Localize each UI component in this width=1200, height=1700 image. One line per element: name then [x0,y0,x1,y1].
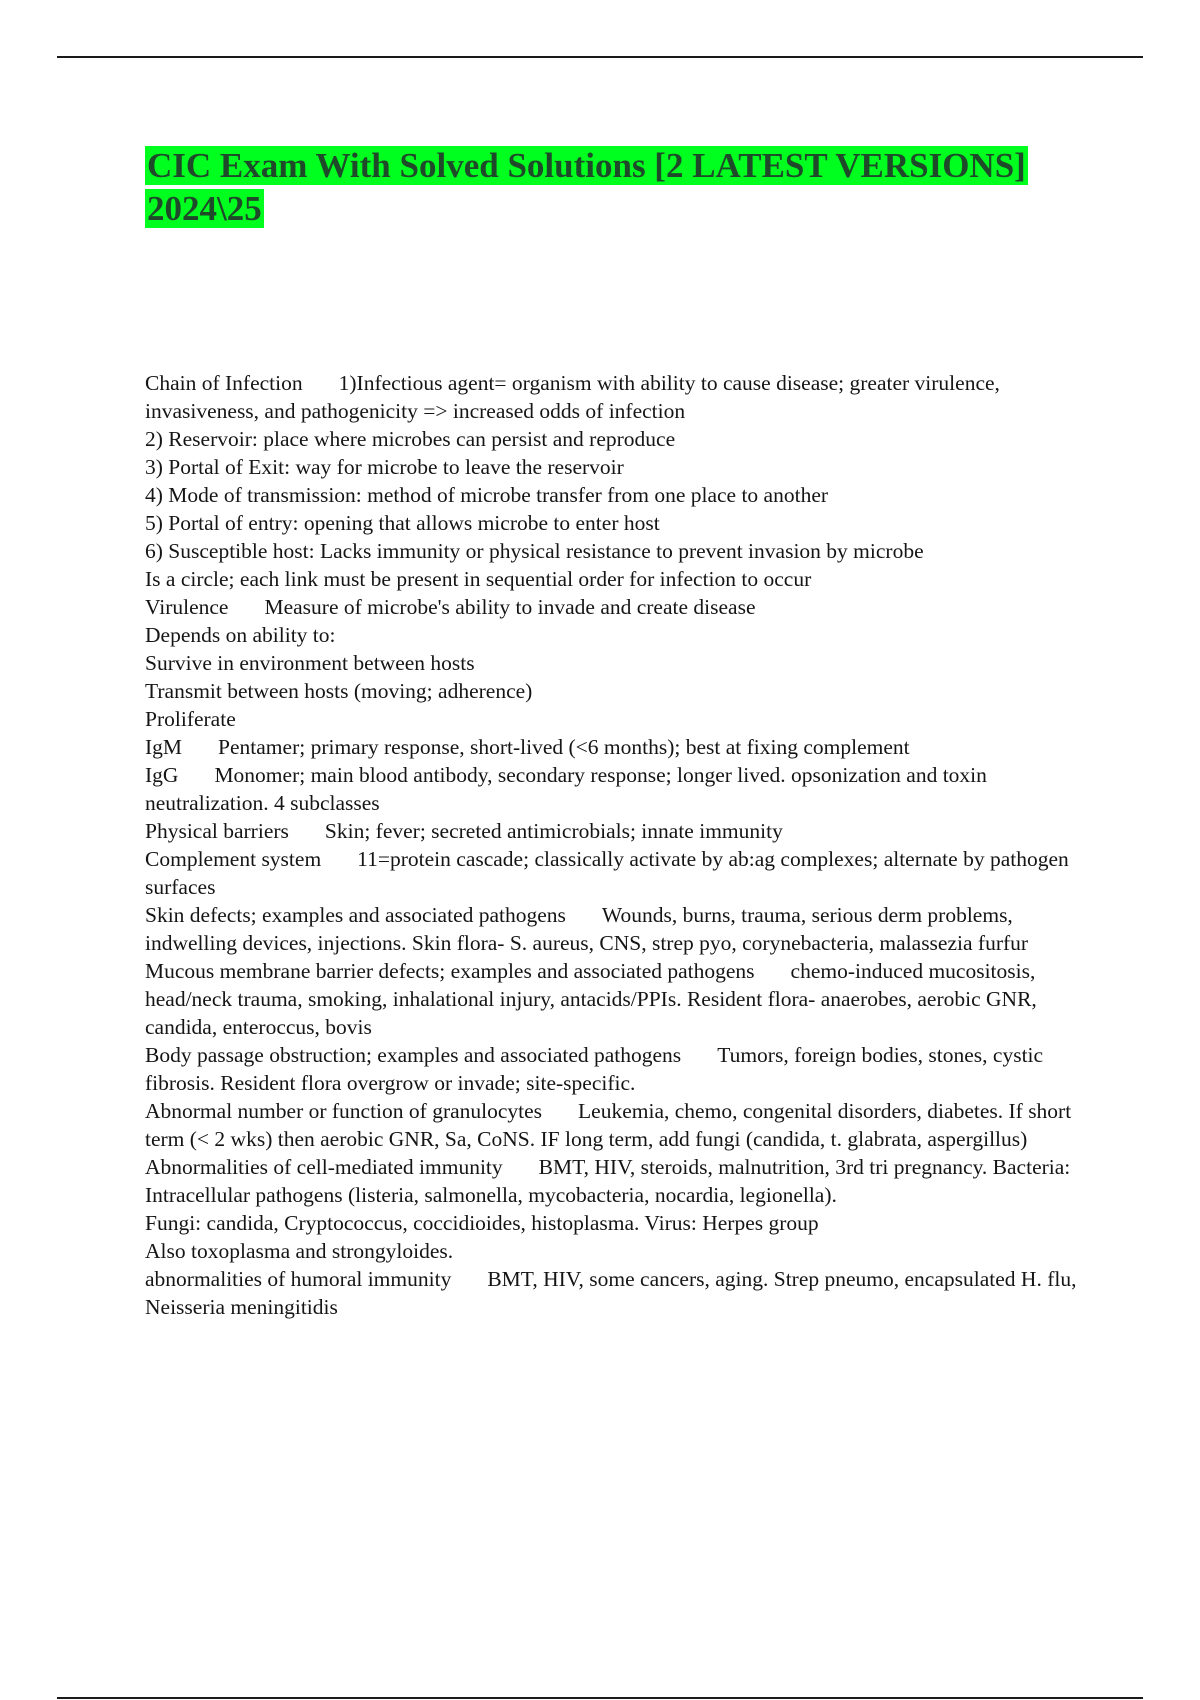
term: Mucous membrane barrier defects; examples and associated pathogens [145,959,755,983]
top-rule [57,56,1143,58]
flashcard-entry [145,901,1105,957]
definition-line [145,593,1105,621]
definition-line [145,817,1105,845]
definition-line [145,509,1105,537]
definition-text: Fungi: candida, Cryptococcus, coccidioides, histoplasma. Virus: Herpes group [145,1211,819,1235]
definition-text: Survive in environment between hosts [145,651,475,675]
flashcard-entry [145,845,1105,901]
definition-text: Transmit between hosts (moving; adherence) [145,679,533,703]
term: IgM [145,735,183,759]
definition-line [145,957,1105,1041]
definition-text: Wounds, burns, trauma, serious derm problems, indwelling devices, injections. Skin flora- S. aureus, CNS, strep pyo, corynebacteria, malassezia furfur [145,903,1029,955]
definition-line [145,369,1105,425]
flashcard-entry [145,1265,1105,1321]
flashcard-entry [145,1097,1105,1153]
definition-line [145,1041,1105,1097]
definition-line [145,621,1105,649]
definition-line [145,537,1105,565]
definition-text: Is a circle; each link must be present in sequential order for infection to occur [145,567,812,591]
term: Complement system [145,847,322,871]
definition-line [145,453,1105,481]
definition-text: 2) Reservoir: place where microbes can persist and reproduce [145,427,676,451]
definition-text: Pentamer; primary response, short-lived (<6 months); best at fixing complement [218,735,910,759]
definition-text: 6) Susceptible host: Lacks immunity or physical resistance to prevent invasion by microbe [145,539,924,563]
definition-line [145,1209,1105,1237]
title-highlight: CIC Exam With Solved Solutions [2 LATEST VERSIONS] 2024\25 [147,146,1026,228]
term: Physical barriers [145,819,289,843]
page-title [145,144,1085,230]
term: Body passage obstruction; examples and associated pathogens [145,1043,682,1067]
definition-line [145,481,1105,509]
definition-text: 3) Portal of Exit: way for microbe to leave the reservoir [145,455,624,479]
definition-line [145,1097,1105,1153]
definition-text: chemo-induced mucositosis, head/neck trauma, smoking, inhalational injury, antacids/PPIs. Resident flora- anaerobes, aerobic GNR, candida, enteroccus, bovis [145,959,1037,1039]
term: Abnormal number or function of granulocytes [145,1099,543,1123]
definition-line [145,649,1105,677]
definition-line [145,565,1105,593]
definition-line [145,733,1105,761]
flashcard-entry [145,957,1105,1041]
definition-line [145,761,1105,817]
definition-text: Monomer; main blood antibody, secondary response; longer lived. opsonization and toxin neutralization. 4 subclasses [145,763,987,815]
definition-text: Proliferate [145,707,236,731]
definition-text: Depends on ability to: [145,623,336,647]
term: Abnormalities of cell-mediated immunity [145,1155,503,1179]
definition-line [145,425,1105,453]
flashcard-entry [145,369,1105,593]
term: Skin defects; examples and associated pathogens [145,903,566,927]
term: Virulence [145,595,229,619]
flashcard-entry [145,1041,1105,1097]
definition-line [145,901,1105,957]
definition-line [145,1153,1105,1209]
definition-line [145,705,1105,733]
definition-text: Skin; fever; secreted antimicrobials; innate immunity [324,819,783,843]
definition-text: 11=protein cascade; classically activate by ab:ag complexes; alternate by pathogen surfaces [145,847,1069,899]
definition-text: BMT, HIV, some cancers, aging. Strep pneumo, encapsulated H. flu, Neisseria meningitidis [145,1267,1077,1319]
definition-line [145,845,1105,901]
definition-text: Leukemia, chemo, congenital disorders, diabetes. If short term (< 2 wks) then aerobic GNR, Sa, CoNS. IF long term, add fungi (candida, t. glabrata, aspergillus) [145,1099,1072,1151]
flashcard-entry [145,1153,1105,1265]
flashcard-entry [145,761,1105,817]
definition-text: Measure of microbe's ability to invade and create disease [264,595,756,619]
definition-text: 5) Portal of entry: opening that allows microbe to enter host [145,511,660,535]
definition-text: 1)Infectious agent= organism with ability to cause disease; greater virulence, invasiveness, and pathogenicity => increased odds of infection [145,371,1000,423]
definition-text: BMT, HIV, steroids, malnutrition, 3rd tri pregnancy. Bacteria: Intracellular pathogens (listeria, salmonella, mycobacteria, nocardia, legionella). [145,1155,1071,1207]
flashcard-entry [145,733,1105,761]
flashcard-entry [145,593,1105,733]
flashcard-entry [145,817,1105,845]
term: Chain of Infection [145,371,303,395]
definition-text: 4) Mode of transmission: method of microbe transfer from one place to another [145,483,829,507]
definition-text: Tumors, foreign bodies, stones, cystic fibrosis. Resident flora overgrow or invade; site-specific. [145,1043,1044,1095]
bottom-rule [57,1697,1143,1699]
flashcard-list [145,369,1105,1321]
definition-line [145,1265,1105,1321]
definition-line [145,1237,1105,1265]
term: IgG [145,763,179,787]
definition-text: Also toxoplasma and strongyloides. [145,1239,454,1263]
definition-line [145,677,1105,705]
term: abnormalities of humoral immunity [145,1267,452,1291]
